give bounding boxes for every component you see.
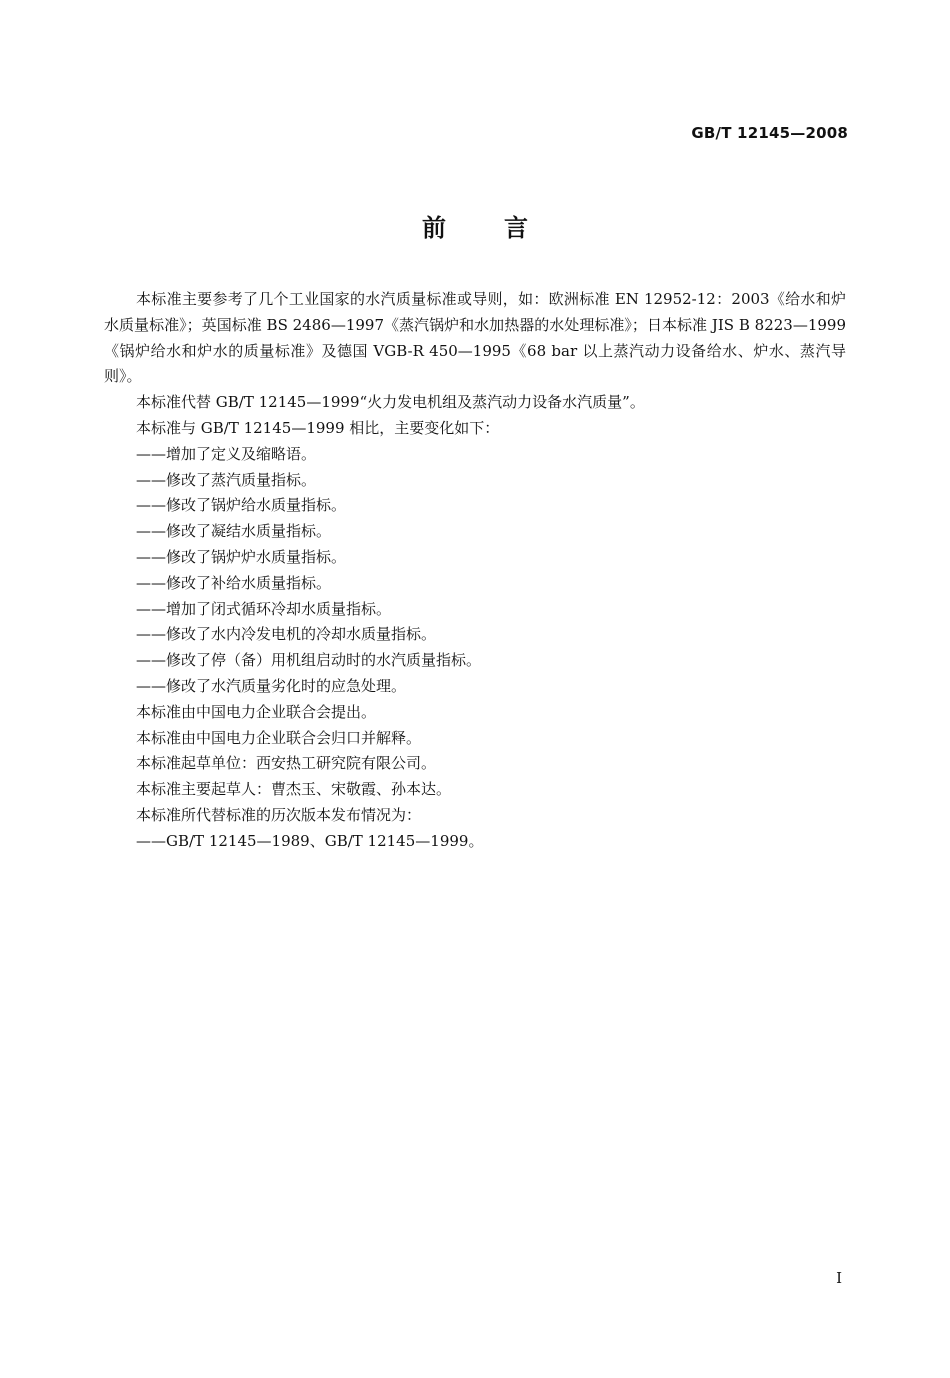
change-item: ——修改了蒸汽质量指标。 [136, 470, 317, 489]
change-item: ——增加了定义及缩略语。 [136, 444, 317, 463]
change-item: ——修改了水内冷发电机的冷却水质量指标。 [136, 625, 437, 644]
change-item: ——修改了水汽质量劣化时的应急处理。 [136, 676, 407, 695]
paragraph-references: 本标准主要参考了几个工业国家的水汽质量标准或导则，如：欧洲标准 EN 12952-12：2003《给水和炉水质量标准》；英国标准 BS 2486—1997《蒸汽锅炉和水加热器的水处理标准》；日本标准 JIS B 8223—1999《锅炉给水和炉水的质量标准》及德国 VGB-R 450—1995《68 bar 以上蒸汽动力设备给水、炉水、蒸汽导则》。 [104, 290, 846, 386]
change-item: ——增加了闭式循环冷却水质量指标。 [136, 599, 392, 618]
change-item: ——修改了补给水质量指标。 [136, 573, 332, 592]
paragraph-replaces: 本标准代替 GB/T 12145—1999“火力发电机组及蒸汽动力设备水汽质量”。 [136, 393, 645, 412]
change-item: ——修改了锅炉给水质量指标。 [136, 496, 347, 515]
change-item: ——修改了停（备）用机组启动时的水汽质量指标。 [136, 651, 482, 670]
paragraph-administered-by: 本标准由中国电力企业联合会归口并解释。 [136, 728, 422, 747]
paragraph-drafters: 本标准主要起草人：曹杰玉、宋敬霞、孙本达。 [136, 780, 452, 799]
page-number: I [836, 1269, 842, 1287]
standard-code: GB/T 12145—2008 [691, 124, 848, 142]
change-item: ——修改了凝结水质量指标。 [136, 522, 332, 541]
paragraph-changes-intro: 本标准与 GB/T 12145—1999 相比，主要变化如下： [136, 418, 500, 437]
history-item: ——GB/T 12145—1989、GB/T 12145—1999。 [136, 831, 484, 850]
document-body [104, 287, 846, 855]
page-title: 前言 [422, 214, 586, 242]
paragraph-proposed-by: 本标准由中国电力企业联合会提出。 [136, 702, 377, 721]
paragraph-drafting-unit: 本标准起草单位：西安热工研究院有限公司。 [136, 754, 437, 773]
paragraph-history-intro: 本标准所代替标准的历次版本发布情况为： [136, 805, 422, 824]
change-item: ——修改了锅炉炉水质量指标。 [136, 547, 347, 566]
